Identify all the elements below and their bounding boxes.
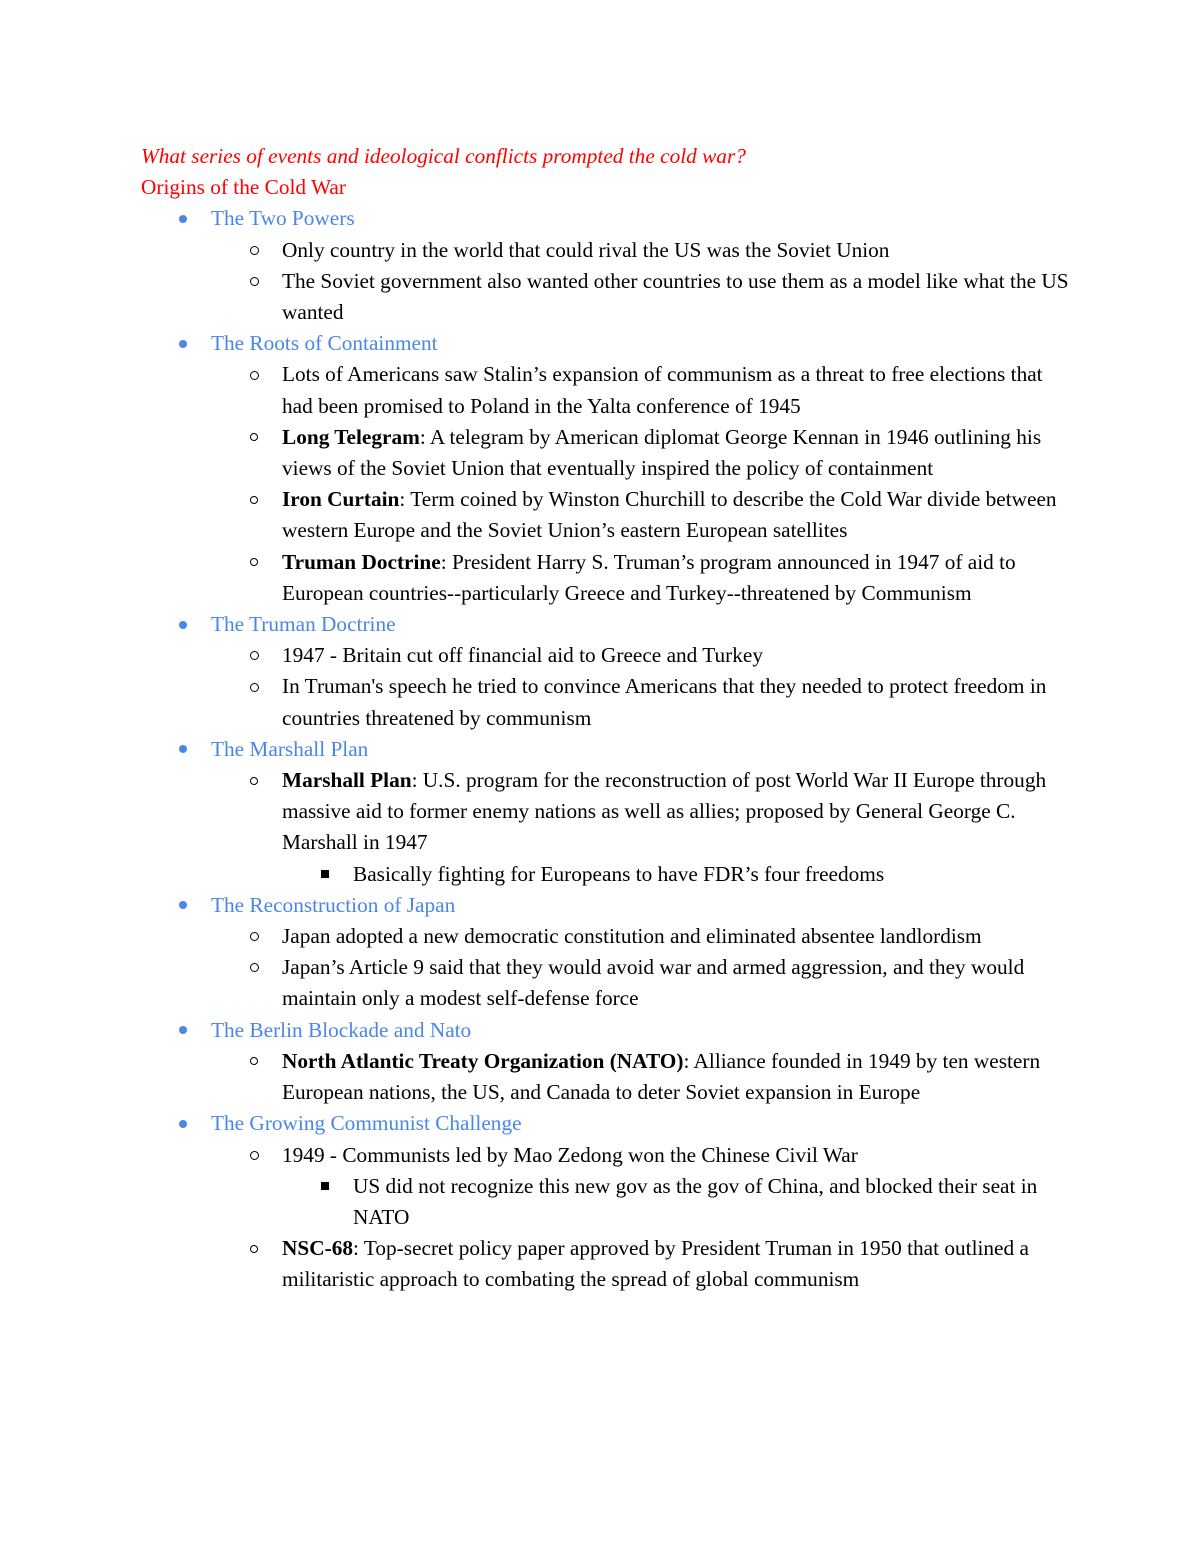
bullet-circle-icon bbox=[244, 547, 264, 578]
page-title: Origins of the Cold War bbox=[141, 175, 346, 200]
note-text: Japan’s Article 9 said that they would avoid war and armed aggression, and they would maintain only a modest self-defense force bbox=[282, 955, 1025, 1011]
bullet-dot-icon bbox=[173, 609, 193, 640]
bullet-circle-icon bbox=[244, 640, 264, 671]
note-item bbox=[141, 1046, 1071, 1108]
bullet-dot-shape bbox=[179, 745, 187, 753]
bullet-circle-icon bbox=[244, 765, 264, 796]
term: Long Telegram bbox=[282, 424, 420, 449]
note-text: : President Harry S. Truman’s program announced in 1947 of aid to European countries--particularly Greece and Turkey--threatened by Communism bbox=[282, 549, 1016, 605]
bullet-circle-shape bbox=[250, 1151, 259, 1160]
bullet-circle-icon bbox=[244, 671, 264, 702]
note-item bbox=[141, 547, 1071, 609]
bullet-circle-icon bbox=[244, 235, 264, 266]
bullet-circle-shape bbox=[250, 683, 259, 692]
bullet-dot-shape bbox=[179, 901, 187, 909]
bullet-circle-shape bbox=[250, 558, 258, 566]
notes-outline bbox=[141, 203, 1071, 1295]
note-item bbox=[141, 235, 1071, 266]
section-label: The Truman Doctrine bbox=[211, 612, 396, 637]
bullet-circle-icon bbox=[244, 921, 264, 952]
sub-note-item bbox=[141, 1171, 1071, 1233]
bullet-dot-shape bbox=[179, 621, 187, 629]
bullet-square-icon bbox=[315, 859, 335, 890]
bullet-square-shape bbox=[321, 870, 329, 878]
note-text: : Alliance founded in 1949 by ten western European nations, the US, and Canada to deter Soviet expansion in Europe bbox=[282, 1048, 1041, 1105]
bullet-dot-shape bbox=[179, 1026, 187, 1034]
bullet-dot-shape bbox=[179, 340, 187, 348]
bullet-circle-shape bbox=[250, 777, 258, 785]
note-item bbox=[141, 266, 1071, 328]
section-heading bbox=[141, 1015, 1071, 1046]
section-label: The Reconstruction of Japan bbox=[211, 892, 456, 917]
bullet-circle-shape bbox=[250, 371, 259, 380]
term: Marshall Plan bbox=[282, 768, 412, 793]
bullet-circle-shape bbox=[250, 963, 259, 972]
note-text: Lots of Americans saw Stalin’s expansion of communism as a threat to free elections that had been promised to Poland in the Yalta conference of 1945 bbox=[282, 362, 1043, 418]
bullet-circle-icon bbox=[244, 422, 264, 453]
bullet-dot-icon bbox=[173, 890, 193, 921]
note-item bbox=[141, 1233, 1071, 1295]
guiding-question: What series of events and ideological conflicts prompted the cold war? bbox=[141, 144, 746, 168]
bullet-dot-icon bbox=[173, 734, 193, 765]
bullet-square-icon bbox=[315, 1171, 335, 1202]
section-label: The Two Powers bbox=[211, 206, 355, 231]
note-text: 1947 - Britain cut off financial aid to Greece and Turkey bbox=[282, 643, 764, 668]
section-heading bbox=[141, 734, 1071, 765]
bullet-circle-icon bbox=[244, 1046, 264, 1077]
note-item bbox=[141, 359, 1071, 421]
bullet-circle-shape bbox=[250, 932, 259, 941]
sub-note-text: Basically fighting for Europeans to have FDR’s four freedoms bbox=[353, 861, 885, 886]
note-text: : Term coined by Winston Churchill to describe the Cold War divide between western Europe and the Soviet Union’s eastern European satellites bbox=[282, 487, 1057, 543]
section-heading bbox=[141, 203, 1071, 234]
bullet-circle-shape bbox=[250, 1245, 258, 1253]
section-label: The Marshall Plan bbox=[211, 736, 369, 761]
note-text: Japan adopted a new democratic constitution and eliminated absentee landlordism bbox=[282, 924, 982, 949]
bullet-circle-icon bbox=[244, 484, 264, 515]
section-heading bbox=[141, 609, 1071, 640]
term: Iron Curtain bbox=[282, 487, 400, 512]
bullet-circle-icon bbox=[244, 1140, 264, 1171]
section-label: The Roots of Containment bbox=[211, 331, 438, 356]
note-item bbox=[141, 422, 1071, 484]
bullet-dot-icon bbox=[173, 328, 193, 359]
note-text: Only country in the world that could rival the US was the Soviet Union bbox=[282, 237, 890, 262]
note-text: 1949 - Communists led by Mao Zedong won the Chinese Civil War bbox=[282, 1142, 858, 1167]
bullet-dot-shape bbox=[179, 215, 187, 223]
note-text: : Top-secret policy paper approved by President Truman in 1950 that outlined a militaristic approach to combating the spread of global communism bbox=[282, 1236, 1029, 1292]
bullet-circle-shape bbox=[250, 496, 258, 504]
note-item bbox=[141, 671, 1071, 733]
note-text: In Truman's speech he tried to convince Americans that they needed to protect freedom in countries threatened by communism bbox=[282, 674, 1047, 730]
bullet-dot-icon bbox=[173, 203, 193, 234]
note-text: The Soviet government also wanted other countries to use them as a model like what the US wanted bbox=[282, 268, 1069, 325]
section-heading bbox=[141, 1108, 1071, 1139]
note-item bbox=[141, 640, 1071, 671]
section-label: The Berlin Blockade and Nato bbox=[211, 1017, 472, 1042]
note-item bbox=[141, 1140, 1071, 1171]
note-item bbox=[141, 484, 1071, 546]
sub-note-text: US did not recognize this new gov as the gov of China, and blocked their seat in NATO bbox=[353, 1173, 1038, 1229]
notes-content bbox=[141, 141, 1071, 1296]
bullet-circle-shape bbox=[250, 246, 259, 255]
bullet-circle-shape bbox=[250, 277, 259, 286]
bullet-circle-shape bbox=[250, 433, 258, 441]
bullet-circle-icon bbox=[244, 1233, 264, 1264]
bullet-dot-icon bbox=[173, 1015, 193, 1046]
bullet-circle-icon bbox=[244, 359, 264, 390]
bullet-circle-shape bbox=[250, 651, 259, 660]
term: North Atlantic Treaty Organization (NATO) bbox=[282, 1048, 684, 1073]
bullet-dot-icon bbox=[173, 1108, 193, 1139]
bullet-square-shape bbox=[321, 1182, 329, 1190]
section-label: The Growing Communist Challenge bbox=[211, 1111, 522, 1136]
term: NSC-68 bbox=[282, 1236, 353, 1261]
section-heading bbox=[141, 890, 1071, 921]
bullet-circle-icon bbox=[244, 952, 264, 983]
note-item bbox=[141, 765, 1071, 859]
note-item bbox=[141, 921, 1071, 952]
term: Truman Doctrine bbox=[282, 549, 441, 574]
sub-note-item bbox=[141, 859, 1071, 890]
note-item bbox=[141, 952, 1071, 1014]
note-text: : U.S. program for the reconstruction of post World War II Europe through massive aid to former enemy nations as well as allies; proposed by General George C. Marshall in 1947 bbox=[282, 768, 1047, 855]
section-heading bbox=[141, 328, 1071, 359]
bullet-dot-shape bbox=[179, 1120, 187, 1128]
note-text: : A telegram by American diplomat George Kennan in 1946 outlining his views of the Soviet Union that eventually inspired the policy of containment bbox=[282, 424, 1042, 481]
bullet-circle-icon bbox=[244, 266, 264, 297]
bullet-circle-shape bbox=[250, 1057, 258, 1065]
